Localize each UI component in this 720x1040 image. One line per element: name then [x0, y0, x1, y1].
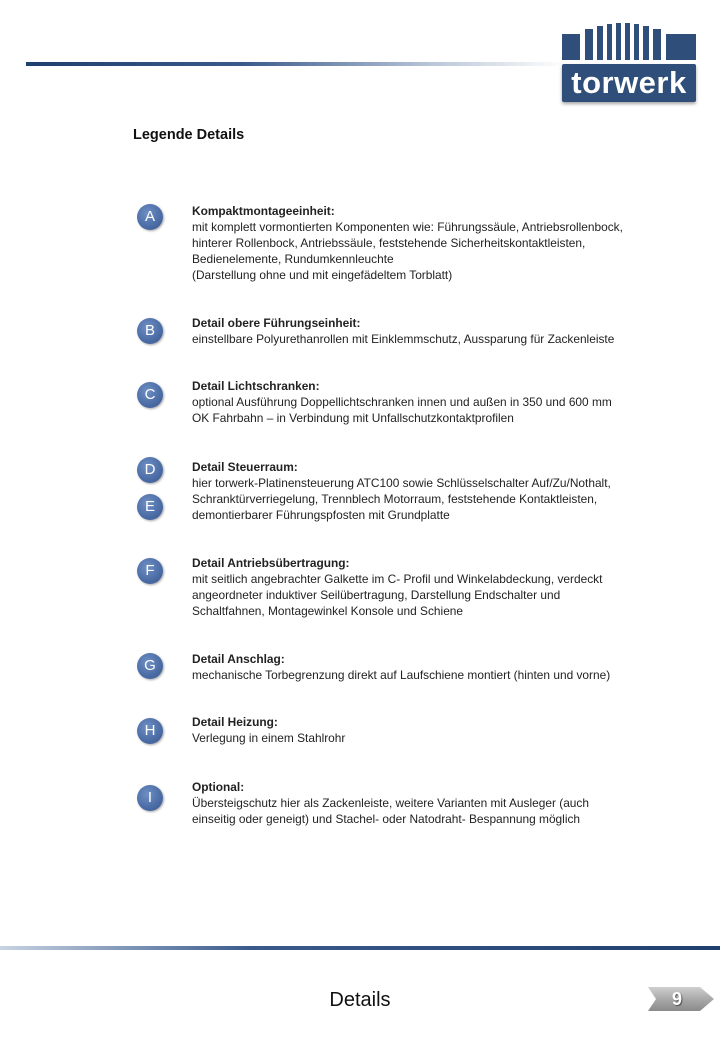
- badge-h: H: [137, 718, 163, 744]
- legend-item-heading: Detail Anschlag:: [192, 652, 285, 666]
- legend-item-line: angeordneter induktiver Seilübertragung, Darstellung Endschalter und: [192, 588, 561, 602]
- logo-wordmark-box: [562, 64, 696, 102]
- legend-item-line: Verlegung in einem Stahlrohr: [192, 731, 346, 745]
- logo-gate-bars-icon: [562, 20, 696, 60]
- badge-i: I: [137, 785, 163, 811]
- badge-a: A: [137, 204, 163, 230]
- badge-f: F: [137, 558, 163, 584]
- logo-wordmark: torwerk: [571, 65, 687, 100]
- badge-e: E: [137, 494, 163, 520]
- legend-item-line: Bedienelemente, Rundumkennleuchte: [192, 252, 394, 266]
- legend-item-h: [192, 714, 692, 746]
- badge-b: B: [137, 318, 163, 344]
- legend-item-a: [192, 203, 692, 283]
- legend-item-line: hinterer Rollenbock, Antriebssäule, feststehende Sicherheitskontaktleisten,: [192, 236, 586, 250]
- footer-title: Details: [329, 989, 391, 1011]
- legend-item-f: [192, 555, 692, 619]
- legend-item-line: mit komplett vormontierten Komponenten wie: Führungssäule, Antriebsrollenbock,: [192, 220, 623, 234]
- legend-item-line: Schranktürverriegelung, Trennblech Motorraum, feststehende Kontaktleisten,: [192, 492, 598, 506]
- legend-item-c: [192, 378, 692, 426]
- legend-item-d-e: [192, 459, 692, 523]
- legend-item-heading: Detail obere Führungseinheit:: [192, 316, 361, 330]
- legend-item-b: [192, 315, 692, 347]
- badge-g: G: [137, 653, 163, 679]
- legend-item-line: optional Ausführung Doppellichtschranken innen und außen in 350 und 600 mm: [192, 395, 612, 409]
- legend-item-heading: Detail Steuerraum:: [192, 460, 298, 474]
- legend-item-line: mit seitlich angebrachter Galkette im C- Profil und Winkelabdeckung, verdeckt: [192, 572, 603, 586]
- legend-item-line: einseitig oder geneigt) und Stachel- oder Natodraht- Bespannung möglich: [192, 812, 581, 826]
- legend-item-heading: Detail Lichtschranken:: [192, 379, 320, 393]
- legend-item-heading: Detail Antriebsübertragung:: [192, 556, 350, 570]
- legend-item-heading: Detail Heizung:: [192, 715, 278, 729]
- legend-item-heading: Kompaktmontageeinheit:: [192, 204, 335, 218]
- header-rule: [26, 62, 566, 66]
- legend-item-line: demontierbarer Führungspfosten mit Grundplatte: [192, 508, 450, 522]
- badge-d: D: [137, 457, 163, 483]
- badge-c: C: [137, 382, 163, 408]
- page-title: Legende Details: [133, 127, 245, 143]
- legend-item-heading: Optional:: [192, 780, 245, 794]
- footer-rule: [0, 946, 720, 950]
- page-number: 9: [671, 989, 682, 1009]
- legend-item-line: OK Fahrbahn – in Verbindung mit Unfallschutzkontaktprofilen: [192, 411, 514, 425]
- legend-item-line: Übersteigschutz hier als Zackenleiste, weitere Varianten mit Ausleger (auch: [192, 796, 589, 810]
- legend-item-line: hier torwerk-Platinensteuerung ATC100 sowie Schlüsselschalter Auf/Zu/Nothalt,: [192, 476, 611, 490]
- torwerk-logo: [560, 20, 698, 104]
- legend-item-line: Schaltfahnen, Montagewinkel Konsole und Schiene: [192, 604, 464, 618]
- legend-item-line: (Darstellung ohne und mit eingefädeltem Torblatt): [192, 268, 453, 282]
- legend-item-line: einstellbare Polyurethanrollen mit Einklemmschutz, Aussparung für Zackenleiste: [192, 332, 615, 346]
- legend-item-line: mechanische Torbegrenzung direkt auf Laufschiene montiert (hinten und vorne): [192, 668, 611, 682]
- legend-item-i: [192, 779, 692, 827]
- legend-item-g: [192, 651, 692, 683]
